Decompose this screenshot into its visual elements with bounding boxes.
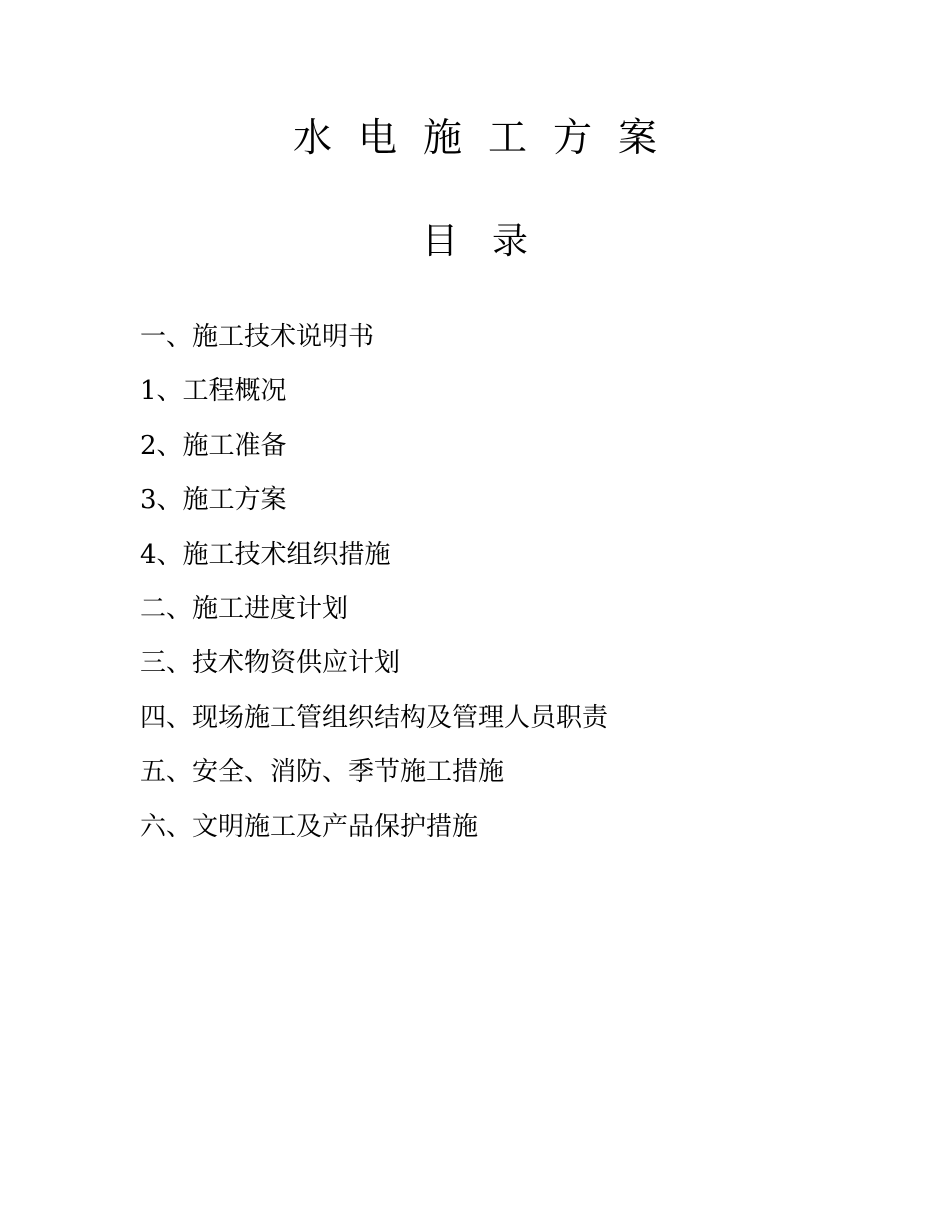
table-of-contents [140,310,608,854]
toc-item: 五、安全、消防、季节施工措施 [140,757,505,788]
toc-item: 4、施工技术组织措施 [140,539,391,570]
toc-heading: 目录 [421,221,562,262]
document-title: 水电施工方案 [292,116,683,161]
toc-item: 3、施工方案 [140,485,287,516]
toc-item: 2、施工准备 [140,430,287,461]
toc-item: 二、施工进度计划 [140,593,349,624]
toc-item: 六、文明施工及产品保护措施 [140,811,479,842]
toc-item: 三、技术物资供应计划 [140,648,401,679]
toc-item: 一、施工技术说明书 [140,322,375,352]
toc-item: 四、现场施工管组织结构及管理人员职责 [140,702,609,733]
toc-item: 1、工程概况 [140,376,287,407]
